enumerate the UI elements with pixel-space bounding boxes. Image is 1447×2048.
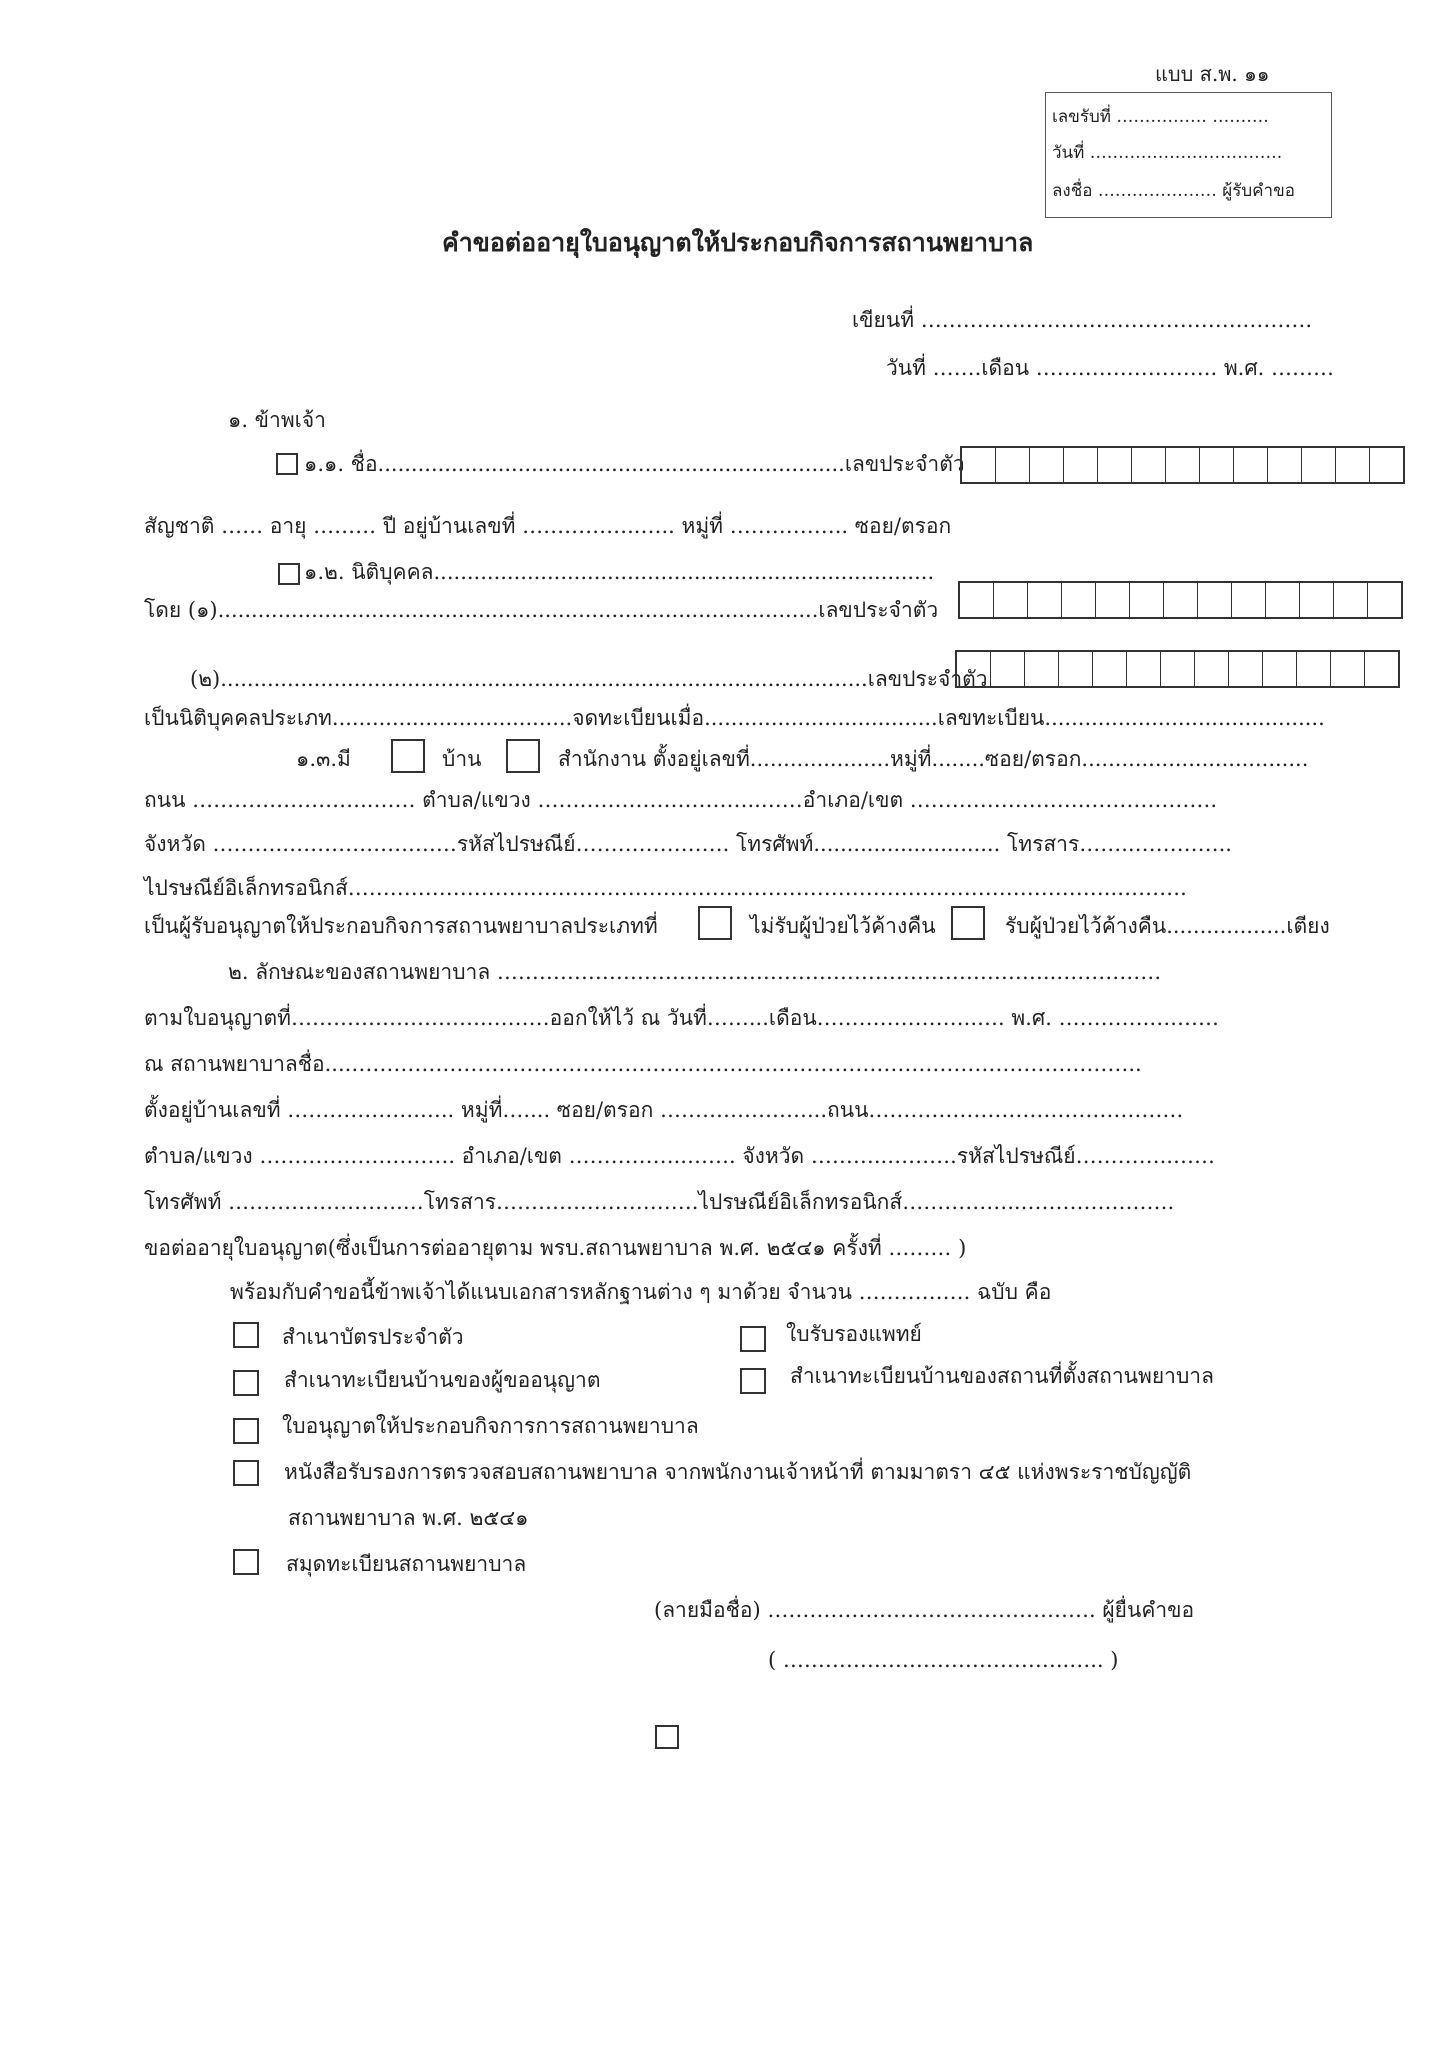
register-book-label: สมุดทะเบียนสถานพยาบาล	[286, 1552, 527, 1576]
inspection-cert-label-cont: สถานพยาบาล พ.ศ. ๒๕๔๑	[288, 1506, 529, 1530]
facility-house-label: สำเนาทะเบียนบ้านของสถานที่ตั้งสถานพยาบาล	[790, 1364, 1214, 1388]
no-inpatient-label: ไม่รับผู้ป่วยไว้ค้างคืน	[750, 914, 936, 938]
form-title: คำขอต่ออายุใบอนุญาตให้ประกอบกิจการสถานพยาบาล	[442, 228, 1034, 257]
inspection-cert-label: หนังสือรับรองการตรวจสอบสถานพยาบาล จากพนักงานเจ้าหน้าที่ ตามมาตรา ๔๕ แห่งพระราชบัญญัติ	[284, 1460, 1192, 1484]
medical-cert-checkbox[interactable]	[740, 1326, 766, 1352]
section2-heading: ๒. ลักษณะของสถานพยาบาล ……………………………………………………………………..……………	[228, 960, 1162, 984]
email-line[interactable]: ไปรษณีย์อิเล็กทรอนิกส์………………………………………………………………………………………………..……….	[144, 876, 1187, 900]
road-line[interactable]: ถนน ……………………..…… ตำบล/แขวง …………………………..……อำเภอ/เขต …………………….……………….	[144, 788, 1218, 812]
license-checkbox[interactable]	[233, 1418, 259, 1444]
has-label: ๑.๓.มี	[296, 747, 351, 771]
medical-cert-label: ใบรับรองแพทย์	[786, 1322, 922, 1346]
office-address-line[interactable]: สำนักงาน ตั้งอยู่เลขที่.....................หมู่ที่........ซอย/ตรอก..................................	[558, 747, 1309, 771]
house-checkbox[interactable]	[391, 739, 425, 773]
licensee-type-label: เป็นผู้รับอนุญาตให้ประกอบกิจการสถานพยาบาลประเภทที่	[144, 914, 658, 938]
register-book-checkbox[interactable]	[233, 1549, 259, 1575]
inspection-cert-checkbox[interactable]	[233, 1460, 259, 1486]
receipt-box	[1045, 92, 1332, 218]
juristic-type-line[interactable]: เป็นนิติบุคคลประเภท....................................จดทะเบียนเมื่อ...................................เลขทะเบียน..........................................	[144, 706, 1325, 730]
person-name-field[interactable]: ๑.๑. ชื่อ......................................................................เลขประจำตัว	[304, 452, 965, 476]
license-line[interactable]: ตามใบอนุญาตที่……………………….………ออกให้ไว้ ณ วันที่……...เดือน…………………..…. พ.ศ. ………….….……	[144, 1006, 1219, 1030]
representative-2-id-boxes[interactable]	[955, 650, 1400, 688]
nationality-line[interactable]: สัญชาติ …… อายุ ……… ปี อยู่บ้านเลขที่ ……………..….. หมู่ที่ …………….. ซอย/ตรอก	[144, 514, 952, 538]
facility-name-line[interactable]: ณ สถานพยาบาลชื่อ....…………………………………………………………………………………………………..	[144, 1052, 1142, 1076]
bottom-checkbox[interactable]	[655, 1725, 679, 1749]
signer-name-field[interactable]: ( …………………………………..….. )	[768, 1648, 1119, 1672]
form-code: แบบ ส.พ. ๑๑	[1155, 62, 1270, 86]
applicant-house-label: สำเนาทะเบียนบ้านของผู้ขออนุญาต	[284, 1368, 601, 1392]
applicant-house-checkbox[interactable]	[233, 1370, 259, 1396]
written-at-field[interactable]: เขียนที่ ……………………………………….……….	[852, 308, 1313, 332]
inpatient-checkbox[interactable]	[951, 906, 985, 940]
facility-address-line[interactable]: ตั้งอยู่บ้านเลขที่ ……………….….. หมู่ที่….... ซอย/ตรอก …………………...ถนน………………………………………	[144, 1098, 1184, 1122]
inpatient-beds-field[interactable]: รับผู้ป่วยไว้ค้างคืน..................เตียง	[1005, 914, 1330, 938]
facility-house-checkbox[interactable]	[740, 1368, 766, 1394]
juristic-checkbox[interactable]	[278, 563, 300, 585]
receipt-number: เลขรับที่ ……………. ……….	[1052, 107, 1269, 127]
house-label: บ้าน	[442, 747, 482, 771]
person-id-boxes[interactable]	[960, 446, 1405, 484]
office-checkbox[interactable]	[506, 739, 540, 773]
representative-1-field[interactable]: โดย (๑)..........................................................................................เลขประจำตัว	[144, 598, 939, 622]
province-line[interactable]: จังหวัด ……….……………….……รหัสไปรษณีย์…………………. โทรศัพท์............................ โทรสาร……..…………..	[144, 832, 1232, 856]
receipt-signature: ลงชื่อ ………………… ผู้รับคำขอ	[1052, 181, 1295, 201]
renewal-line[interactable]: ขอต่ออายุใบอนุญาต(ซึ่งเป็นการต่ออายุตาม พรบ.สถานพยาบาล พ.ศ. ๒๕๔๑ ครั้งที่ ……… )	[144, 1236, 967, 1260]
id-card-checkbox[interactable]	[233, 1322, 259, 1348]
id-card-label: สำเนาบัตรประจำตัว	[282, 1325, 464, 1349]
receipt-date: วันที่ …………………………….	[1052, 143, 1283, 163]
facility-district-line[interactable]: ตำบล/แขวง ………………………. อำเภอ/เขต ……………..……. จังหวัด ………..……….รหัสไปรษณีย์…………..……	[144, 1144, 1215, 1168]
signature-field[interactable]: (ลายมือชื่อ) …………….…………………………. ผู้ยื่นคำขอ	[654, 1598, 1195, 1622]
juristic-name-field[interactable]: ๑.๒. นิติบุคคล...........................................................................	[304, 560, 935, 584]
representative-1-id-boxes[interactable]	[958, 581, 1403, 619]
section1-heading: ๑. ข้าพเจ้า	[228, 408, 326, 432]
representative-2-field[interactable]: (๒).................................................................................................เลขประจำตัว	[190, 667, 988, 691]
date-field[interactable]: วันที่ …….เดือน …………………….. พ.ศ. ………	[886, 356, 1335, 380]
license-label: ใบอนุญาตให้ประกอบกิจการการสถานพยาบาล	[282, 1414, 699, 1438]
person-checkbox[interactable]	[276, 453, 298, 475]
facility-phone-line[interactable]: โทรศัพท์ …………………….…โทรสาร………….…………….ไปรษณีย์อิเล็กทรอนิกส์……………..………………….	[144, 1190, 1175, 1214]
no-inpatient-checkbox[interactable]	[698, 906, 732, 940]
attachments-line[interactable]: พร้อมกับคำขอนี้ข้าพเจ้าได้แนบเอกสารหลักฐานต่าง ๆ มาด้วย จำนวน ……………. ฉบับ คือ	[230, 1280, 1052, 1304]
